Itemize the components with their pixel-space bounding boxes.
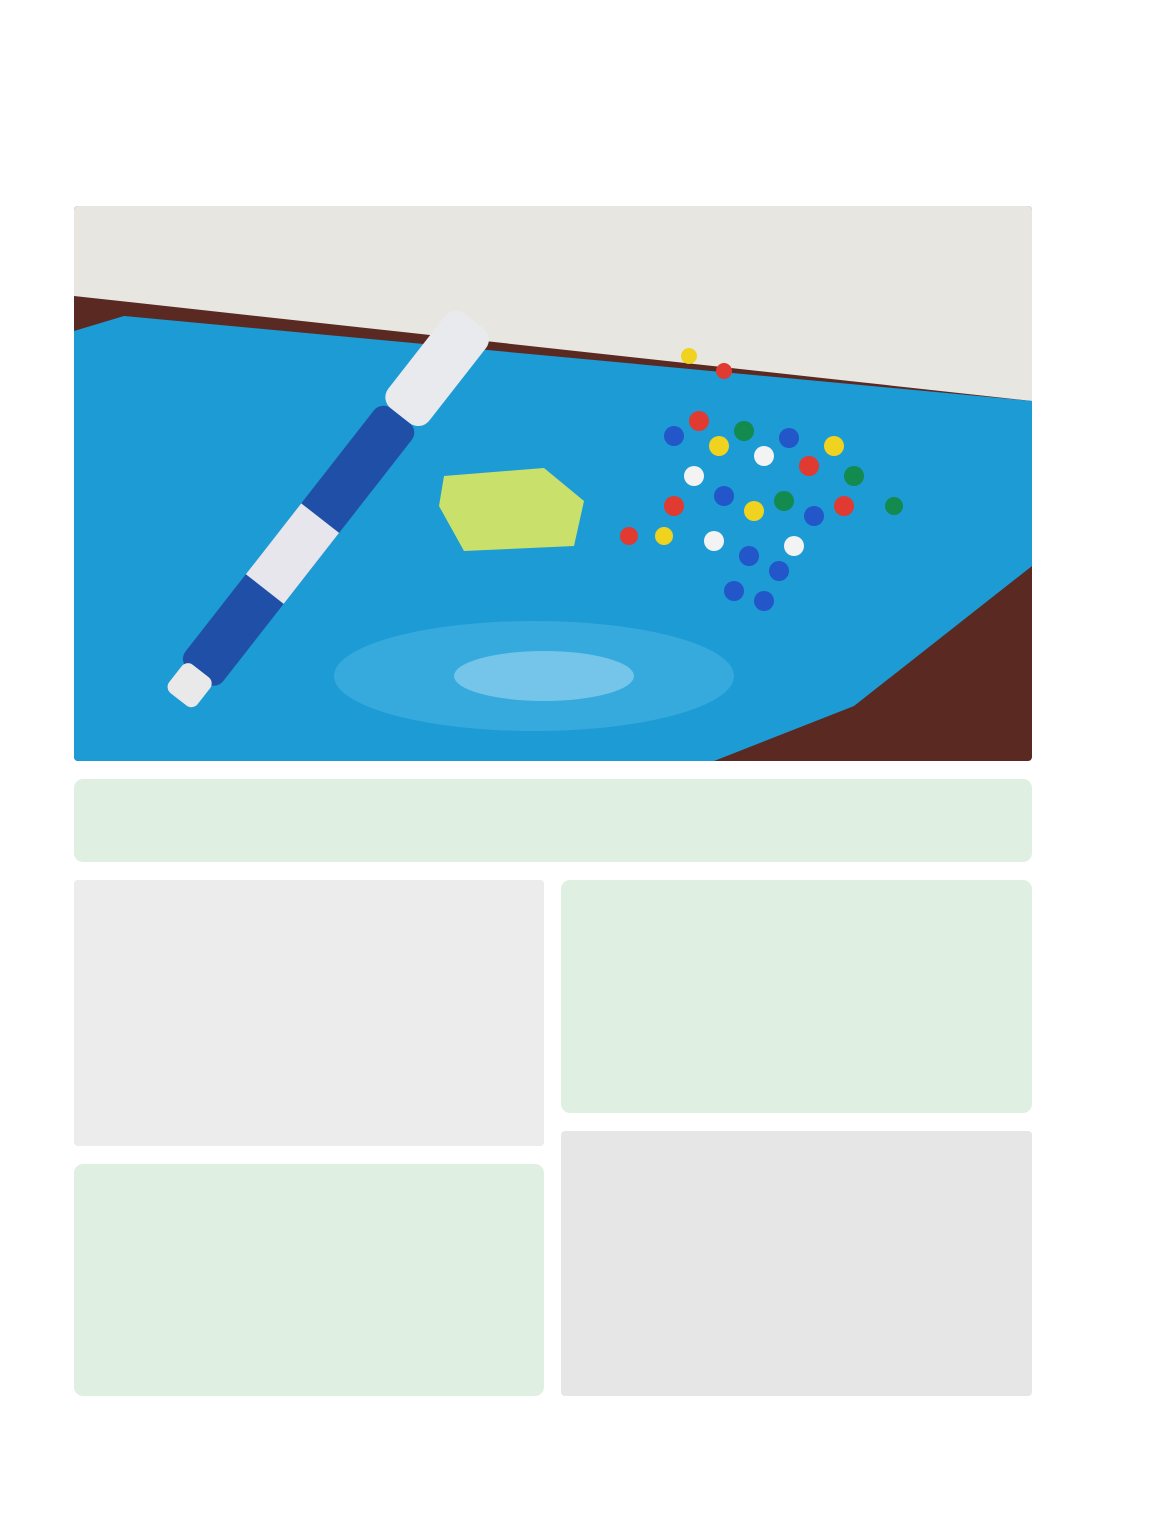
materials-photo	[74, 206, 1032, 761]
method-1-box	[74, 1164, 544, 1396]
method-2-box	[561, 880, 1032, 1113]
materials-needed-box	[74, 779, 1032, 862]
binary-code-photo	[74, 880, 544, 1146]
pin-mosaic-photo	[561, 1131, 1032, 1396]
